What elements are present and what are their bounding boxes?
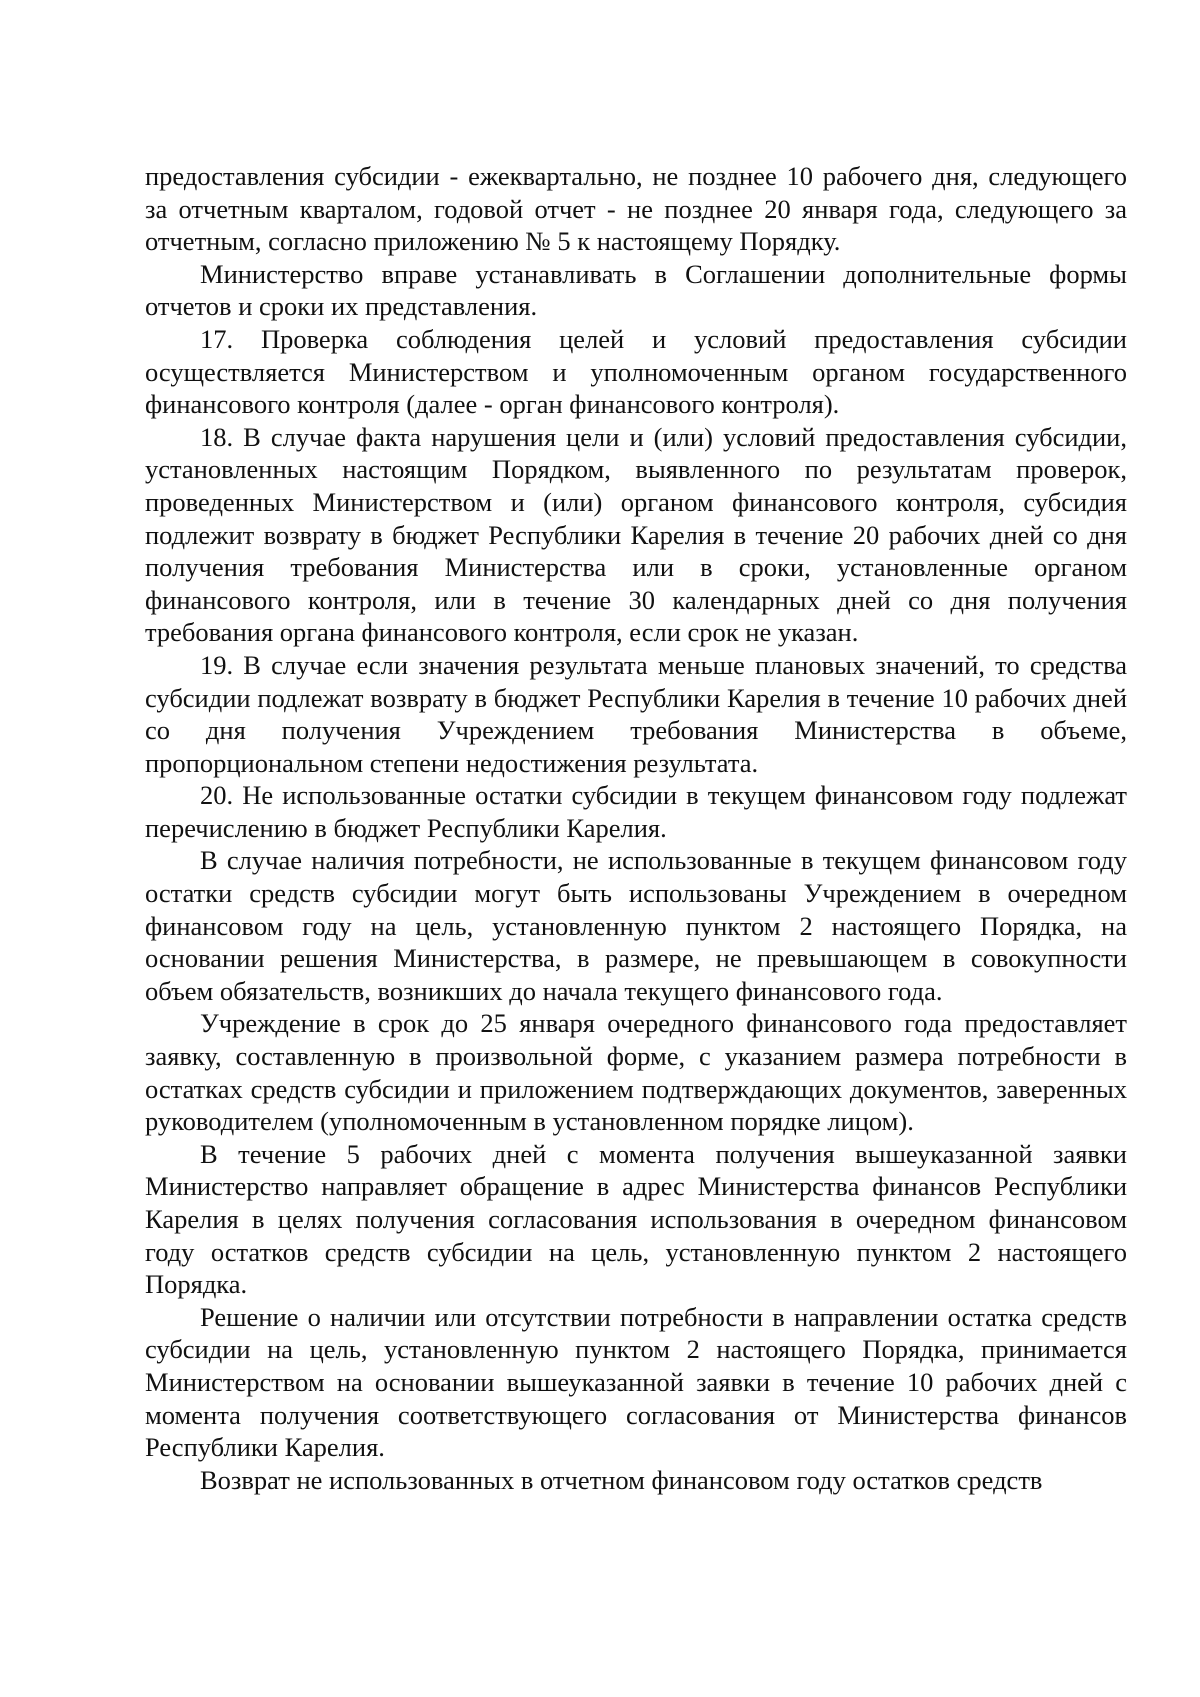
paragraph-return-unused: Возврат не использованных в отчетном финансовом году остатков средств [200, 1464, 1043, 1495]
document-body [145, 160, 1127, 1496]
paragraph-decision: Решение о наличии или отсутствии потребности в направлении остатка средств субсидии на цель, установленную пунктом 2 настоящего Порядка, принимается Министерством на основании вышеуказанной заявки в течение 10 рабочих дней с момента получения соответствующего согласования от Министерства финансов Республики Карелия. [145, 1301, 1127, 1463]
paragraph-19: 19. В случае если значения результата меньше плановых значений, то средства субсидии подлежат возврату в бюджет Республики Карелия в течение 10 рабочих дней со дня получения Учреждением требования Министерства в объеме, пропорциональном степени недостижения результата. [145, 649, 1127, 778]
paragraph-17: 17. Проверка соблюдения целей и условий предоставления субсидии осуществляется Министерством и уполномоченным органом государственного финансового контроля (далее - орган финансового контроля). [145, 323, 1127, 420]
paragraph-application-deadline: Учреждение в срок до 25 января очередного финансового года предоставляет заявку, составленную в произвольной форме, с указанием размера потребности в остатках средств субсидии и приложением подтверждающих документов, заверенных руководителем (уполномоченным в установленном порядке лицом). [145, 1008, 1127, 1137]
paragraph-reporting-forms: Министерство вправе устанавливать в Соглашении дополнительные формы отчетов и сроки их представления. [145, 258, 1127, 322]
paragraph-remaining-funds-use: В случае наличия потребности, не использованные в текущем финансовом году остатки средств субсидии могут быть использованы Учреждением в очередном финансовом году на цель, установленную пунктом 2 настоящего Порядка, на основании решения Министерства, в размере, не превышающем в совокупности объем обязательств, возникших до начала текущего финансового года. [145, 845, 1127, 1006]
paragraph-continuation: предоставления субсидии - ежеквартально, не позднее 10 рабочего дня, следующего за отчетным кварталом, годовой отчет - не позднее 20 января года, следующего за отчетным, согласно приложению № 5 к настоящему Порядку. [145, 161, 1127, 257]
paragraph-20: 20. Не использованные остатки субсидии в текущем финансовом году подлежат перечислению в бюджет Республики Карелия. [145, 780, 1127, 843]
paragraph-18: 18. В случае факта нарушения цели и (или) условий предоставления субсидии, установленных настоящим Порядком, выявленного по результатам проверок, проведенных Министерством и (или) органом финансового контроля, субсидия подлежит возврату в бюджет Республики Карелия в течение 20 рабочих дней со дня получения требования Министерства или в сроки, установленные органом финансового контроля, или в течение 30 календарных дней со дня получения требования органа финансового контроля, если срок не указан. [145, 421, 1127, 648]
paragraph-ministry-request: В течение 5 рабочих дней с момента получения вышеуказанной заявки Министерство направляет обращение в адрес Министерства финансов Республики Карелия в целях получения согласования использования в очередном финансовом году остатков средств субсидии на цель, установленную пунктом 2 настоящего Порядка. [145, 1138, 1127, 1300]
